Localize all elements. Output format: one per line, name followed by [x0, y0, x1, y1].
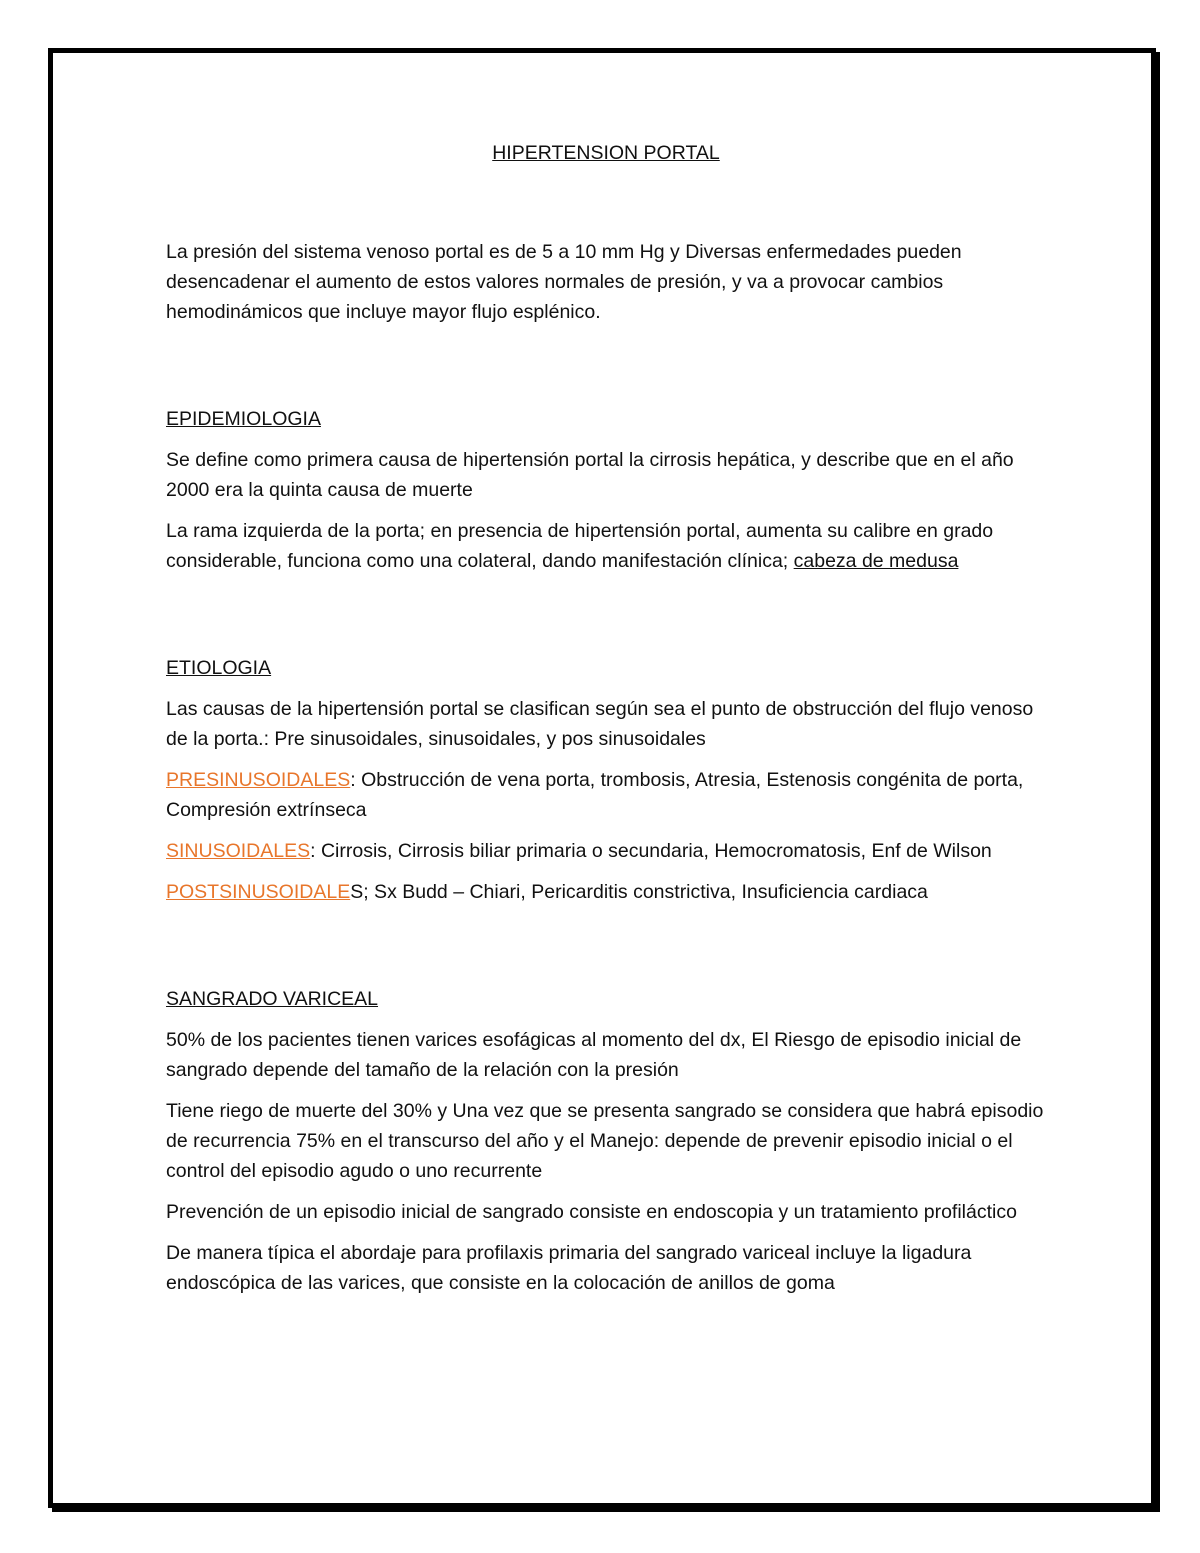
page-title: HIPERTENSION PORTAL [492, 142, 720, 164]
section-spacer [166, 918, 1046, 984]
presinusoidales-paragraph [166, 765, 1046, 825]
postsinusoidales-label: POSTSINUSOIDALE [166, 881, 351, 903]
sinusoidales-paragraph [166, 836, 1046, 866]
postsinusoidales-text: S; Sx Budd – Chiari, Pericarditis constrictiva, Insuficiencia cardiaca [350, 881, 928, 903]
epidemiologia-paragraph-2-text: La rama izquierda de la porta; en presencia de hipertensión portal, aumenta su calibre en grado considerable, funciona como una colateral, dando manifestación clínica; [166, 520, 994, 572]
sangrado-paragraph-1: 50% de los pacientes tienen varices esofágicas al momento del dx, El Riesgo de episodio inicial de sangrado depende del tamaño de la relación con la presión [166, 1029, 1022, 1081]
presinusoidales-text: : Obstrucción de vena porta, trombosis, Atresia, Estenosis congénita de porta, Compresión extrínseca [166, 769, 1024, 821]
sangrado-heading: SANGRADO VARICEAL [166, 988, 379, 1010]
presinusoidales-label: PRESINUSOIDALES [166, 769, 351, 791]
cabeza-de-medusa-term: cabeza de medusa [793, 550, 959, 572]
postsinusoidales-paragraph [166, 877, 1046, 907]
epidemiologia-paragraph-2 [166, 516, 1046, 576]
epidemiologia-paragraph-1: Se define como primera causa de hipertensión portal la cirrosis hepática, y describe que en el año 2000 era la quinta causa de muerte [166, 449, 1014, 501]
epidemiologia-heading: EPIDEMIOLOGIA [166, 408, 321, 430]
etiologia-heading: ETIOLOGIA [166, 657, 272, 679]
section-spacer [166, 587, 1046, 653]
etiologia-paragraph-1: Las causas de la hipertensión portal se clasifican según sea el punto de obstrucción del flujo venoso de la porta.: Pre sinusoidales, sinusoidales, y pos sinusoidales [166, 698, 1034, 750]
section-spacer [166, 338, 1046, 404]
sangrado-paragraph-3: Prevención de un episodio inicial de sangrado consiste en endoscopia y un tratamiento profiláctico [166, 1201, 1017, 1223]
sinusoidales-text: : Cirrosis, Cirrosis biliar primaria o secundaria, Hemocromatosis, Enf de Wilson [310, 840, 992, 862]
sangrado-paragraph-2: Tiene riego de muerte del 30% y Una vez que se presenta sangrado se considera que habrá episodio de recurrencia 75% en el transcurso del año y el Manejo: depende de prevenir episodio inicial o el control del episodio agudo o uno recurrente [166, 1100, 1044, 1182]
document-body [166, 138, 1046, 1309]
sangrado-paragraph-4: De manera típica el abordaje para profilaxis primaria del sangrado variceal incluye la ligadura endoscópica de las varices, que consiste en la colocación de anillos de goma [166, 1242, 972, 1294]
intro-paragraph: La presión del sistema venoso portal es de 5 a 10 mm Hg y Diversas enfermedades pueden desencadenar el aumento de estos valores normales de presión, y va a provocar cambios hemodinámicos que incluye mayor flujo esplénico. [166, 241, 962, 323]
sinusoidales-label: SINUSOIDALES [166, 840, 311, 862]
